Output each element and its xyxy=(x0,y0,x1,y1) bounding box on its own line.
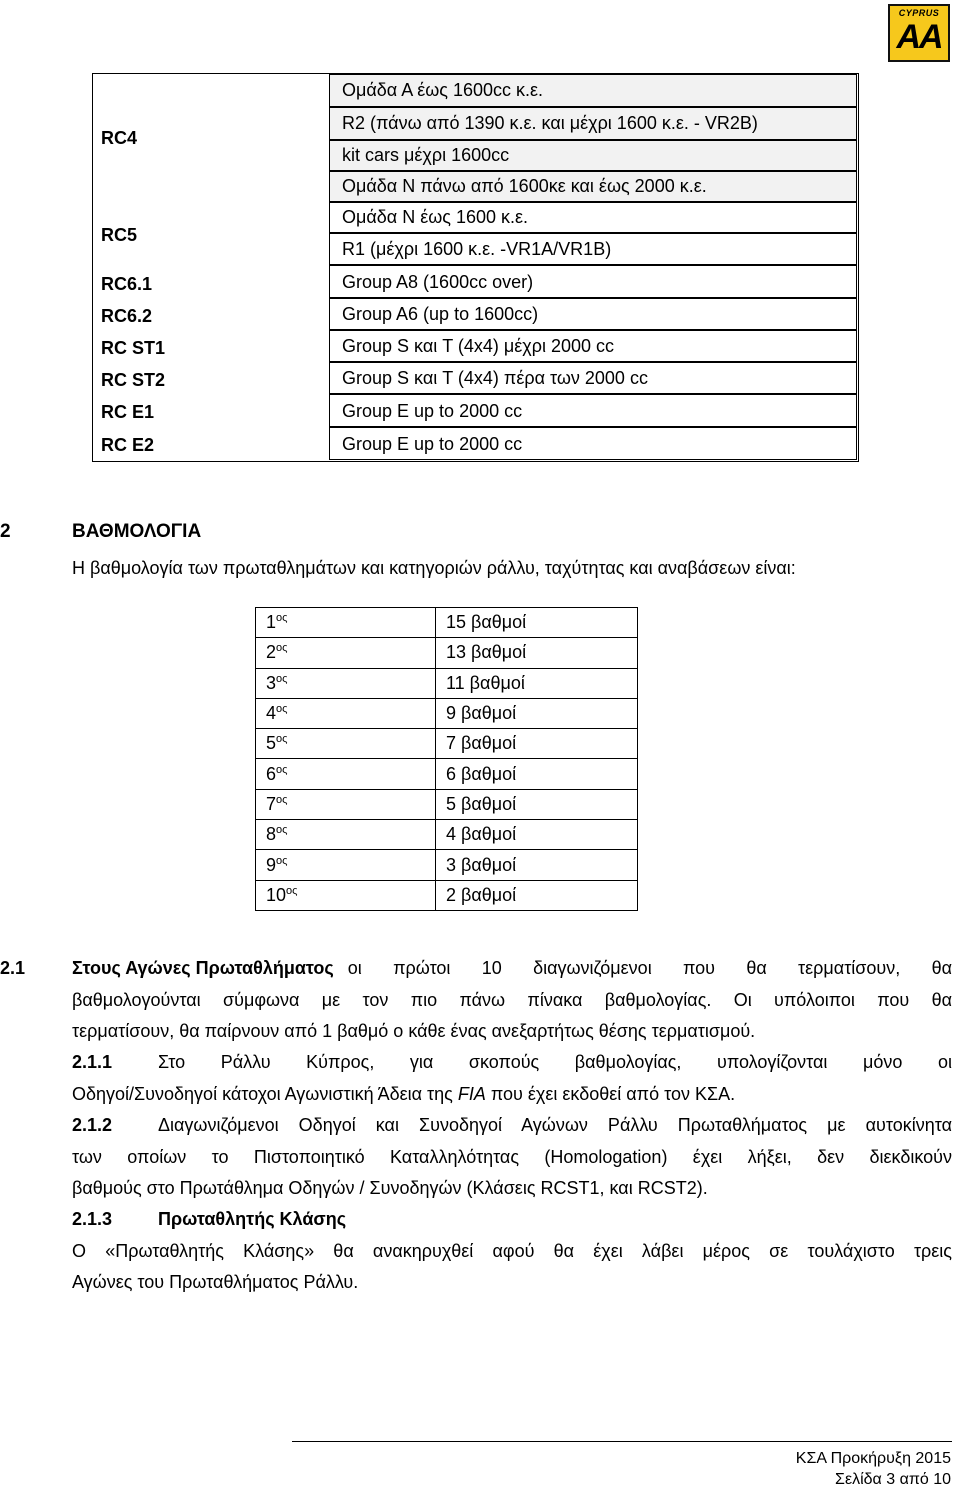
p213-heading xyxy=(72,1209,952,1230)
logo-main-text: AA xyxy=(896,18,942,56)
fia-text: FIA xyxy=(457,1084,486,1104)
points-cell: 9 βαθμοί xyxy=(436,698,638,728)
p211-text: Στο Ράλλυ Κύπρος, για σκοπούς βαθμολογίας, υπολογίζονται μόνο οι xyxy=(158,1052,952,1072)
position-number: 4 xyxy=(266,703,277,724)
position-suffix: ος xyxy=(286,884,298,897)
p213-title: Πρωταθλητής Κλάσης xyxy=(158,1209,347,1229)
p211-line1 xyxy=(72,1052,952,1073)
position-number: 2 xyxy=(266,642,277,663)
class-code: RC E2 xyxy=(101,435,155,455)
p21-line3: τερματίσουν, θα παίρνουν από 1 βαθμό ο κάθε ένας ανεξαρτήτως θέσης τερματισμού. xyxy=(72,1021,756,1041)
position-number: 6 xyxy=(266,763,277,784)
points-cell: 4 βαθμοί xyxy=(436,820,638,850)
position-cell xyxy=(256,789,436,819)
points-cell: 2 βαθμοί xyxy=(436,880,638,910)
class-row: Group A6 (up to 1600cc) xyxy=(329,298,857,330)
p21-line1-rest: οι πρώτοι 10 διαγωνιζόμενοι που θα τερματίσουν, θα xyxy=(347,958,952,978)
class-row: kit cars μέχρι 1600cc xyxy=(329,140,857,171)
points-cell: 3 βαθμοί xyxy=(436,850,638,880)
position-suffix: ος xyxy=(276,824,288,837)
points-row xyxy=(256,729,638,759)
position-number: 3 xyxy=(266,672,277,693)
p21-line1: 2.1 Στους Αγώνες Πρωταθλήματος οι πρώτοι 10 διαγωνιζόμενοι που θα τερματίσουν, θα xyxy=(0,958,952,978)
class-row: Group E up to 2000 cc xyxy=(329,394,857,427)
position-suffix: ος xyxy=(276,733,288,746)
position-number: 7 xyxy=(266,793,277,814)
points-row xyxy=(256,880,638,910)
points-row xyxy=(256,820,638,850)
p211-line2: Οδηγοί/Συνοδηγοί κάτοχοι Αγωνιστική Άδεια της FIA που έχει εκδοθεί από τον ΚΣΑ. xyxy=(72,1084,736,1104)
points-row xyxy=(256,789,638,819)
class-code: RC5 xyxy=(101,225,138,245)
position-cell xyxy=(256,759,436,789)
position-suffix: ος xyxy=(276,612,288,625)
class-code: RC6.2 xyxy=(101,306,153,326)
section-number: 2 xyxy=(0,521,11,542)
points-cell: 11 βαθμοί xyxy=(436,668,638,698)
logo-top-text: CYPRUS xyxy=(898,8,940,18)
class-row: Group A8 (1600cc over) xyxy=(329,265,857,298)
class-row: Ομάδα Α έως 1600cc κ.ε. xyxy=(329,74,857,107)
p213-line1: Ο «Πρωταθλητής Κλάσης» θα ανακηρυχθεί αφού θα έχει λάβει μέρος σε τουλάχιστο τρεις xyxy=(72,1241,952,1261)
position-number: 9 xyxy=(266,854,277,875)
class-code: RC6.1 xyxy=(101,274,153,294)
points-row xyxy=(256,759,638,789)
position-number: 10 xyxy=(266,884,287,905)
class-table xyxy=(92,73,859,462)
points-cell: 6 βαθμοί xyxy=(436,759,638,789)
class-row: Ομάδα Ν πάνω από 1600κε και έως 2000 κ.ε. xyxy=(329,171,857,202)
position-suffix: ος xyxy=(276,672,288,685)
p211-number: 2.1.1 xyxy=(72,1052,113,1072)
p21-bold: Στους Αγώνες Πρωταθλήματος xyxy=(72,958,334,978)
position-cell xyxy=(256,729,436,759)
position-suffix: ος xyxy=(276,793,288,806)
p212-line3: βαθμούς στο Πρωτάθλημα Οδηγών / Συνοδηγών (Κλάσεις RCST1, και RCST2). xyxy=(72,1178,708,1198)
class-row: R2 (πάνω από 1390 κ.ε. και μέχρι 1600 κ.ε. - VR2B) xyxy=(329,107,857,140)
class-row: Group E up to 2000 cc xyxy=(329,427,857,460)
points-row xyxy=(256,698,638,728)
position-cell xyxy=(256,820,436,850)
points-table xyxy=(255,607,638,911)
class-row: Group S και T (4x4) μέχρι 2000 cc xyxy=(329,330,857,362)
p213-number: 2.1.3 xyxy=(72,1209,113,1229)
position-number: 5 xyxy=(266,733,277,754)
class-row: Group S και T (4x4) πέρα των 2000 cc xyxy=(329,362,857,394)
class-code: RC ST1 xyxy=(101,338,166,358)
points-cell: 7 βαθμοί xyxy=(436,729,638,759)
position-suffix: ος xyxy=(276,703,288,716)
position-number: 8 xyxy=(266,824,277,845)
position-cell xyxy=(256,638,436,668)
class-row: Ομάδα Ν έως 1600 κ.ε. xyxy=(329,202,857,233)
position-cell xyxy=(256,880,436,910)
position-cell xyxy=(256,608,436,638)
footer-rule xyxy=(292,1441,952,1442)
p212-line2: των οποίων το Πιστοποιητικό Καταλληλότητας (Homologation) έχει λήξει, δεν διεκδικούν xyxy=(72,1147,952,1167)
cyprus-aa-logo xyxy=(888,4,950,62)
points-cell: 15 βαθμοί xyxy=(436,608,638,638)
points-cell: 5 βαθμοί xyxy=(436,789,638,819)
footer-title: ΚΣΑ Προκήρυξη 2015 xyxy=(795,1450,951,1467)
class-code: RC ST2 xyxy=(101,370,166,390)
position-cell xyxy=(256,668,436,698)
points-row xyxy=(256,638,638,668)
position-cell xyxy=(256,850,436,880)
position-cell xyxy=(256,698,436,728)
p212-number: 2.1.2 xyxy=(72,1115,113,1135)
class-code: RC E1 xyxy=(101,402,155,422)
position-suffix: ος xyxy=(276,763,288,776)
p212-text: Διαγωνιζόμενοι Οδηγοί και Συνοδηγοί Αγώνων Ράλλυ Πρωταθλήματος με αυτοκίνητα xyxy=(158,1115,952,1135)
points-row xyxy=(256,668,638,698)
class-code: RC4 xyxy=(101,128,138,148)
position-suffix: ος xyxy=(276,854,288,867)
points-cell: 13 βαθμοί xyxy=(436,638,638,668)
position-suffix: ος xyxy=(276,642,288,655)
p21-line2: βαθμολογούνται σύμφωνα με τον πιο πάνω πίνακα βαθμολογίας. Οι υπόλοιποι που θα xyxy=(72,990,952,1010)
p212-line1 xyxy=(72,1115,952,1136)
points-row xyxy=(256,850,638,880)
section-title: ΒΑΘΜΟΛΟΓΙΑ xyxy=(72,521,202,542)
position-number: 1 xyxy=(266,612,277,633)
section-intro: Η βαθμολογία των πρωταθλημάτων και κατηγοριών ράλλυ, ταχύτητας και αναβάσεων είναι: xyxy=(72,558,796,578)
points-row xyxy=(256,608,638,638)
p213-line2: Αγώνες του Πρωταθλήματος Ράλλυ. xyxy=(72,1272,359,1292)
footer-page-number: Σελίδα 3 από 10 xyxy=(835,1471,951,1488)
class-row: R1 (μέχρι 1600 κ.ε. -VR1A/VR1B) xyxy=(329,233,857,265)
